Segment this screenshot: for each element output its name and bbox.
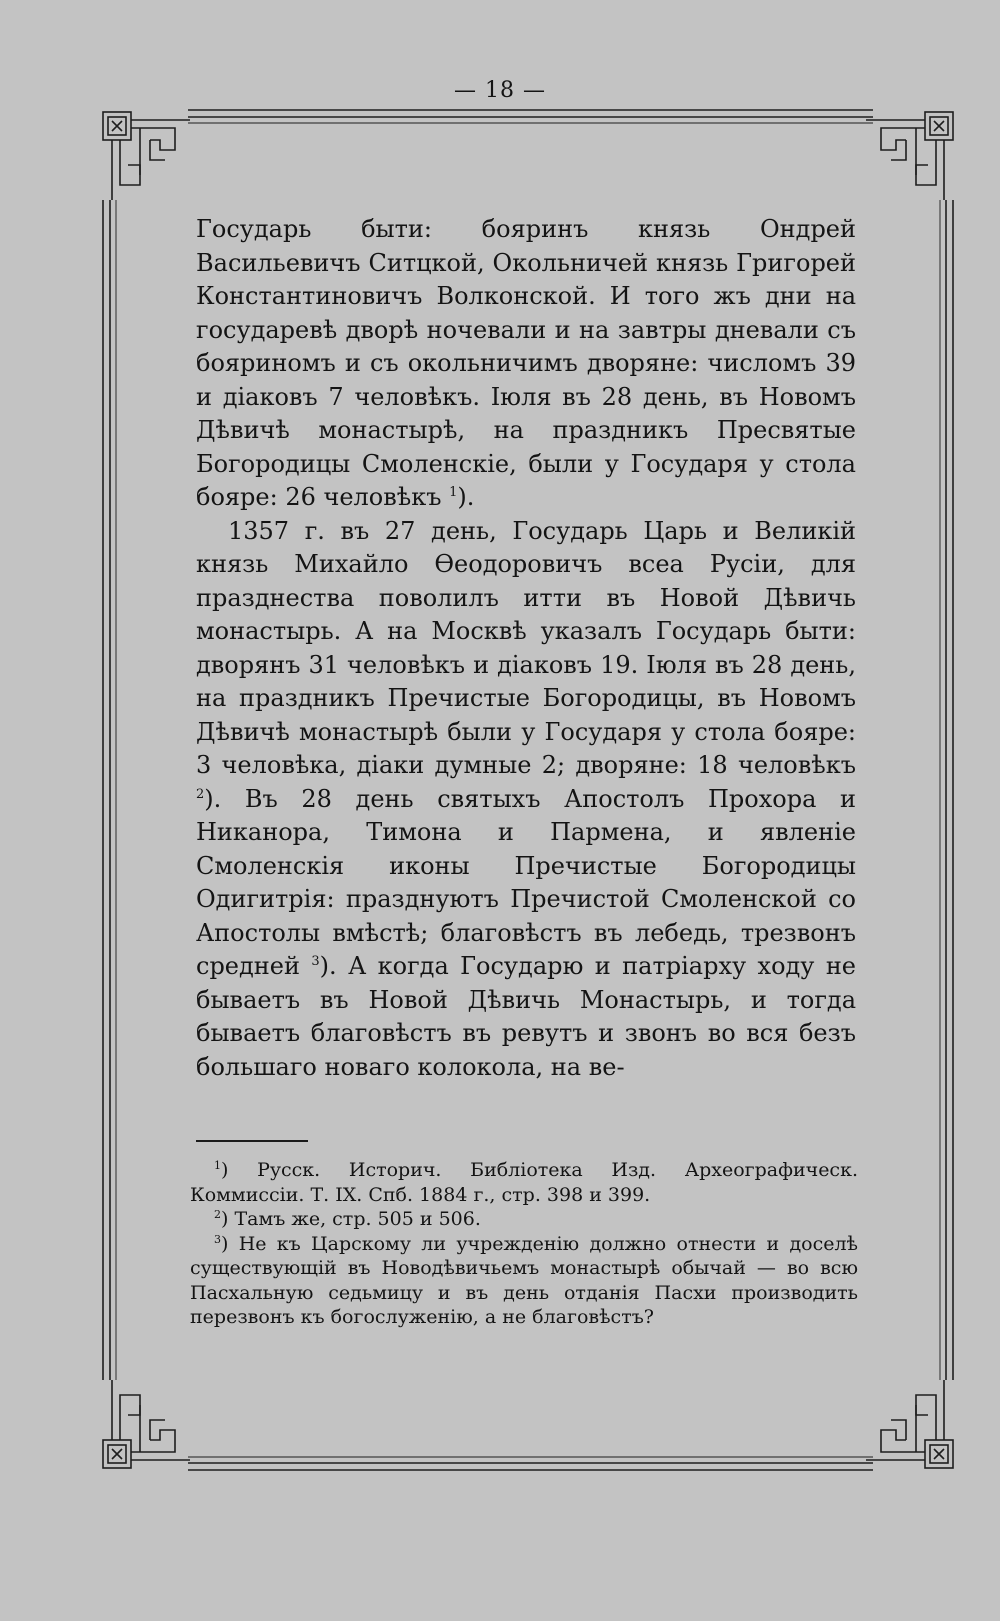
footnote-ref[interactable]: 2 <box>196 786 205 802</box>
text-run: ). <box>457 483 475 511</box>
footnote <box>190 1158 858 1207</box>
footnote-mark: 3 <box>214 1232 221 1246</box>
corner-ornament-bottom-right <box>866 1380 953 1468</box>
footnote-text: ) Не къ Царскому ли учрежденію должно отнести и доселѣ существующій въ Новодѣвичьемъ монастырѣ обычай — во всю Пасхальную седьмицу и въ день отданія Пасхи производить перезвонъ къ богослуженію, а не благовѣстъ? <box>190 1232 858 1328</box>
footnote-divider <box>196 1140 308 1142</box>
footnote-text: ) Русск. Историч. Библіотека Изд. Археографическ. Коммиссіи. Т. IX. Спб. 1884 г., стр. 398 и 399. <box>190 1159 858 1206</box>
text-run: Государь быти: бояринъ князь Ондрей Васильевичъ Ситцкой, Окольничей князь Григорей Константиновичъ Волконской. И того жъ дни на государевѣ дворѣ ночевали и на завтры дневали съ бояриномъ и съ окольничимъ дворяне: числомъ 39 и діаковъ 7 человѣкъ. Іюля въ 28 день, въ Новомъ Дѣвичѣ монастырѣ, на праздникъ Пресвятые Богородицы Смоленскіе, были у Государя у стола бояре: 26 человѣкъ <box>196 215 856 511</box>
footnote-ref[interactable]: 3 <box>311 954 320 969</box>
footnote <box>190 1232 858 1330</box>
page-number: — 18 — <box>454 78 546 103</box>
footnote <box>190 1207 858 1232</box>
footnote-mark: 2 <box>214 1208 221 1221</box>
text-run: 1357 г. въ 27 день, Государь Царь и Великій князь Михайло Ѳеодоровичъ всеа Русіи, для празднества поволилъ итти въ Новой Дѣвичь монастырь. А на Москвѣ указалъ Государь быти: дворянъ 31 человѣкъ и діаковъ 19. Іюля въ 28 день, на праздникъ Пречистые Богородицы, въ Новомъ Дѣвичѣ монастырѣ были у Государя у стола бояре: 3 человѣка, діаки думные 2; дворяне: 18 человѣкъ <box>196 516 856 779</box>
main-text <box>196 213 856 1084</box>
text-run: ). Въ 28 день святыхъ Апостолъ Прохора и Никанора, Тимона и Пармена, и явленіе Смоленскія иконы Пречистые Богородицы Одигитрія: празднуютъ Пречистой Смоленской со Апостолы вмѣстѣ; благовѣстъ въ лебедь, трезвонъ средней <box>196 784 856 980</box>
corner-ornament-top-left <box>103 112 190 200</box>
footnotes <box>190 1158 858 1330</box>
paragraph <box>196 213 856 515</box>
footnote-ref[interactable]: 1 <box>449 485 458 500</box>
corner-ornament-top-right <box>866 112 953 200</box>
corner-ornament-bottom-left <box>103 1380 190 1468</box>
text-run: ). А когда Государю и патріарху ходу не бываетъ въ Новой Дѣвичь Монастырь, и тогда бываетъ благовѣстъ въ ревутъ и звонъ во вся безъ большаго новаго колокола, на ве- <box>196 952 857 1081</box>
paragraph <box>196 515 856 1085</box>
footnote-text: ) Тамъ же, стр. 505 и 506. <box>221 1208 481 1230</box>
footnote-mark: 1 <box>214 1159 221 1172</box>
